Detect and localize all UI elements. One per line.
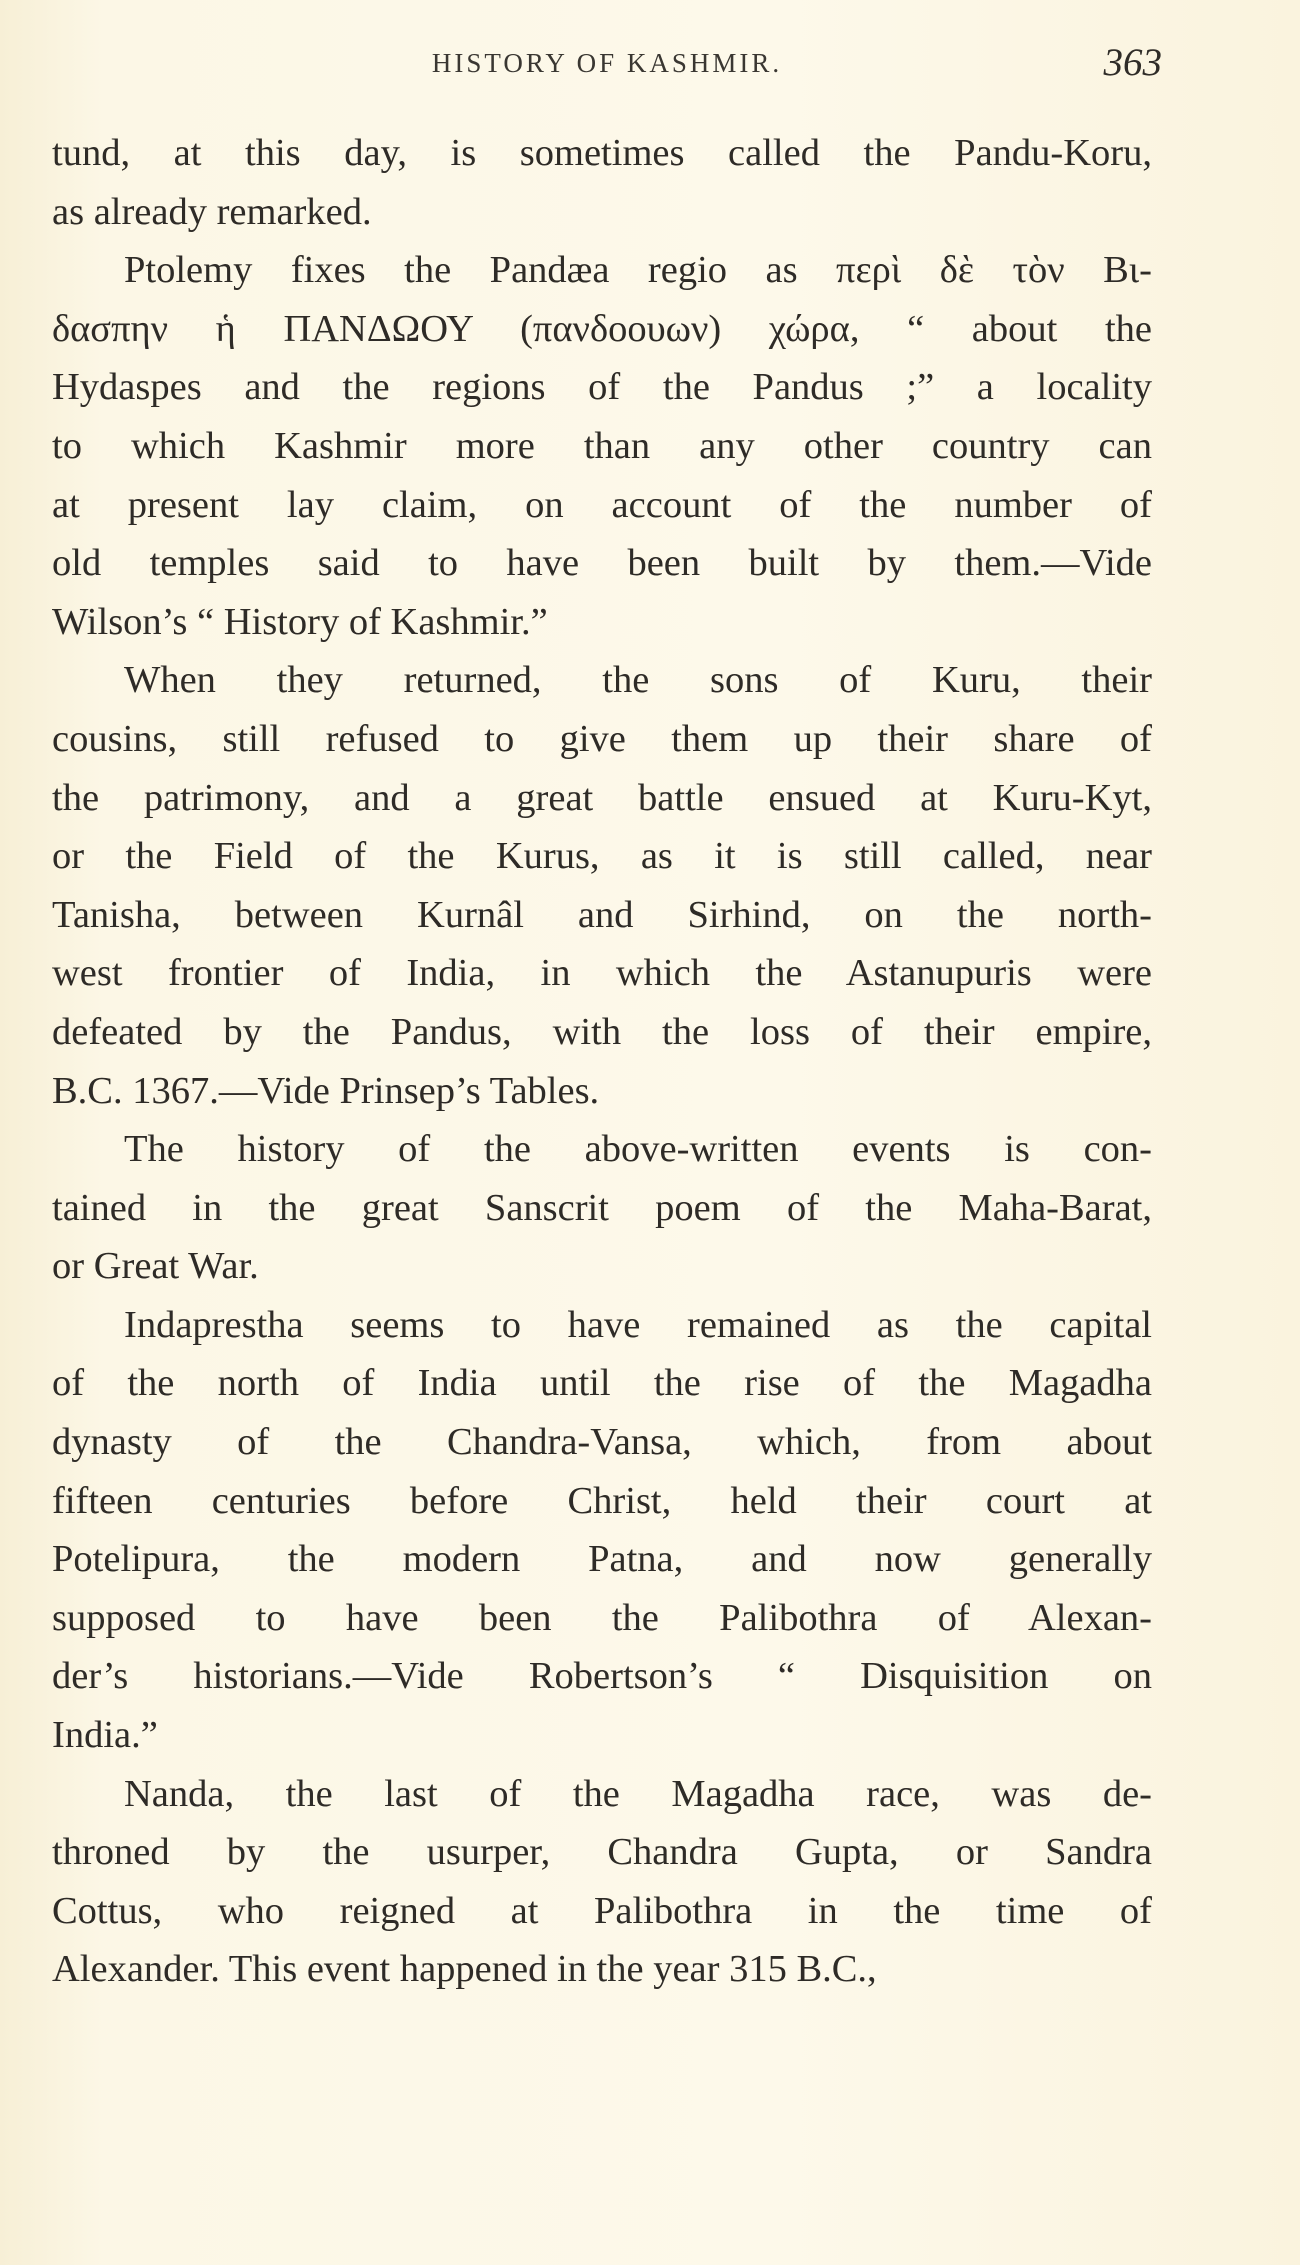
- paragraph: [52, 651, 1152, 1120]
- text-line: defeated by the Pandus, with the loss of their empire,: [52, 1010, 1152, 1053]
- body-text: [52, 124, 1152, 1999]
- text-line: cousins, still refused to give them up their share of: [52, 717, 1152, 760]
- paragraph: [52, 1120, 1152, 1296]
- text-line: Tanisha, between Kurnâl and Sirhind, on the north-: [52, 893, 1152, 936]
- text-line: or Great War.: [52, 1245, 259, 1288]
- text-line: throned by the usurper, Chandra Gupta, or Sandra: [52, 1831, 1152, 1874]
- text-line: Potelipura, the modern Patna, and now generally: [52, 1538, 1152, 1581]
- text-line: the patrimony, and a great battle ensued at Kuru-Kyt,: [52, 776, 1152, 819]
- paragraph: [52, 241, 1152, 651]
- text-line: dynasty of the Chandra-Vansa, which, from about: [52, 1421, 1152, 1464]
- running-title: HISTORY OF KASHMIR.: [431, 48, 783, 78]
- paragraph: [52, 1296, 1152, 1765]
- text-line: Ptolemy fixes the Pandæa regio as περὶ δὲ τὸν Βι-: [124, 249, 1152, 292]
- text-line: δασπην ἡ ΠΑΝΔΩΟΥ (πανδοουων) χώρα, “ about the: [52, 307, 1152, 350]
- text-line: The history of the above-written events is con-: [124, 1128, 1152, 1171]
- text-line: Hydaspes and the regions of the Pandus ;” a locality: [52, 366, 1152, 409]
- text-line: India.”: [52, 1714, 158, 1757]
- text-line: or the Field of the Kurus, as it is still called, near: [52, 835, 1152, 878]
- text-line: tained in the great Sanscrit poem of the Maha-Barat,: [52, 1186, 1152, 1229]
- text-line: der’s historians.—Vide Robertson’s “ Disquisition on: [52, 1655, 1152, 1698]
- text-line: Indaprestha seems to have remained as the capital: [124, 1303, 1152, 1346]
- text-line: as already remarked.: [52, 190, 372, 233]
- text-line: When they returned, the sons of Kuru, their: [124, 659, 1152, 702]
- text-line: Nanda, the last of the Magadha race, was de-: [124, 1772, 1152, 1815]
- text-line: of the north of India until the rise of the Magadha: [52, 1362, 1152, 1405]
- text-line: fifteen centuries before Christ, held their court at: [52, 1479, 1152, 1522]
- page-number: 363: [1103, 41, 1162, 84]
- text-line: tund, at this day, is sometimes called the Pandu-Koru,: [52, 132, 1152, 174]
- text-line: old temples said to have been built by them.—Vide: [52, 542, 1152, 585]
- text-line: to which Kashmir more than any other country can: [52, 424, 1152, 467]
- text-line: supposed to have been the Palibothra of Alexan-: [52, 1596, 1152, 1639]
- paragraph: [52, 124, 1152, 241]
- text-line: Wilson’s “ History of Kashmir.”: [52, 600, 548, 643]
- paragraph: [52, 1765, 1152, 1999]
- text-line: west frontier of India, in which the Astanupuris were: [52, 952, 1152, 995]
- text-line: B.C. 1367.—Vide Prinsep’s Tables.: [52, 1069, 600, 1112]
- running-head: [52, 41, 1162, 84]
- text-line: Alexander. This event happened in the year 315 B.C.,: [52, 1948, 877, 1991]
- text-line: at present lay claim, on account of the number of: [52, 483, 1152, 526]
- text-line: Cottus, who reigned at Palibothra in the time of: [52, 1889, 1152, 1932]
